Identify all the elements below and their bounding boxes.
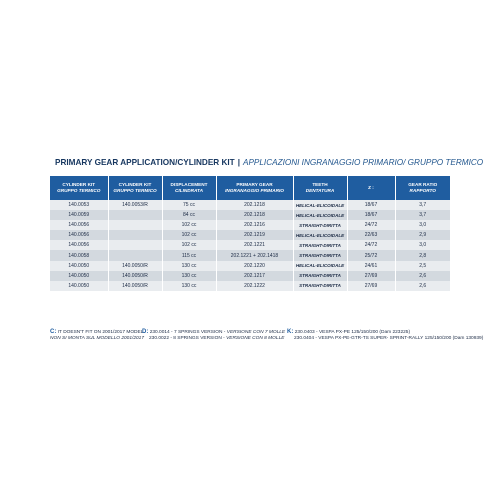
header-cylinder-kit-r: CYLINDER KIT GRUPPO TERMICO xyxy=(108,176,162,200)
cell-cylinder-kit: 140.0056 xyxy=(50,240,108,250)
note-d xyxy=(142,329,285,343)
cell-z: 18/67 xyxy=(347,210,395,220)
table-body xyxy=(50,200,450,291)
table-row xyxy=(50,230,450,240)
cell-gear-ratio: 2,9 xyxy=(395,230,450,240)
cell-displacement: 102 cc xyxy=(162,230,216,240)
note-d-line1a: 230.0014 - 7 SPRINGS VERSION - xyxy=(149,330,227,335)
cell-z: 25/72 xyxy=(347,250,395,260)
cell-z: 27/69 xyxy=(347,271,395,281)
header-gear-ratio: GEAR RATIO RAPPORTO xyxy=(395,176,450,200)
gear-application-table xyxy=(50,176,450,291)
cell-displacement: 102 cc xyxy=(162,220,216,230)
cell-teeth: HELICAL-ELICOIDALE xyxy=(293,210,347,220)
cell-primary-gear: 202.1218 xyxy=(216,210,293,220)
cell-gear-ratio: 2,6 xyxy=(395,271,450,281)
note-k xyxy=(287,329,483,343)
table-row xyxy=(50,220,450,230)
note-c-line2: NON SI MONTA SUL MODELLO 2001/2017 xyxy=(50,336,145,342)
cell-cylinder-kit-r: 140.0050/R xyxy=(108,281,162,291)
cell-z: 24/72 xyxy=(347,240,395,250)
cell-cylinder-kit: 140.0053 xyxy=(50,200,108,210)
cell-displacement: 75 cc xyxy=(162,200,216,210)
title-subtitle: APPLICAZIONI INGRANAGGIO PRIMARIO/ GRUPPO TERMICO xyxy=(242,157,484,167)
cell-displacement: 102 cc xyxy=(162,240,216,250)
table-row xyxy=(50,200,450,210)
cell-teeth: STRAIGHT-DIRITTA xyxy=(293,281,347,291)
table-row xyxy=(50,271,450,281)
cell-displacement: 130 cc xyxy=(162,261,216,271)
note-d-line1b: VERSIONE CON 7 MOLLE xyxy=(226,330,286,335)
cell-gear-ratio: 3,0 xyxy=(395,240,450,250)
cell-primary-gear: 202.1217 xyxy=(216,271,293,281)
table-row xyxy=(50,240,450,250)
cell-gear-ratio: 3,7 xyxy=(395,200,450,210)
note-k-key: K: xyxy=(287,329,294,335)
cell-cylinder-kit-r: 140.0050/R xyxy=(108,261,162,271)
cell-cylinder-kit-r xyxy=(108,210,162,220)
table-row xyxy=(50,261,450,271)
cell-cylinder-kit-r xyxy=(108,230,162,240)
cell-displacement: 115 cc xyxy=(162,250,216,260)
cell-teeth: STRAIGHT-DIRITTA xyxy=(293,271,347,281)
note-k-line2: 230.0404 - VESPA PX-PE-GTR-TS SUPER- SPRINT-RALLY 125/150/200 (Dam 130939) xyxy=(294,336,484,342)
cell-z: 27/69 xyxy=(347,281,395,291)
cell-gear-ratio: 2,8 xyxy=(395,250,450,260)
note-d-line2a: 230.0022 - 8 SPRINGS VERSION - xyxy=(149,336,227,342)
cell-cylinder-kit: 140.0056 xyxy=(50,220,108,230)
cell-gear-ratio: 2,5 xyxy=(395,261,450,271)
cell-displacement: 130 cc xyxy=(162,271,216,281)
cell-primary-gear: 202.1222 xyxy=(216,281,293,291)
cell-cylinder-kit-r: 140.0053/R xyxy=(108,200,162,210)
table-row xyxy=(50,281,450,291)
cell-primary-gear: 202.1216 xyxy=(216,220,293,230)
cell-cylinder-kit: 140.0058 xyxy=(50,250,108,260)
cell-primary-gear: 202.1221 + 202.1418 xyxy=(216,250,293,260)
header-primary-gear: PRIMARY GEAR INGRANAGGIO PRIMARIO xyxy=(216,176,293,200)
cell-teeth: STRAIGHT-DIRITTA xyxy=(293,220,347,230)
cell-gear-ratio: 3,0 xyxy=(395,220,450,230)
note-d-key: D: xyxy=(142,329,149,335)
cell-primary-gear: 202.1219 xyxy=(216,230,293,240)
header-z: Z : xyxy=(347,176,395,200)
cell-teeth: STRAIGHT-DIRITTA xyxy=(293,240,347,250)
cell-displacement: 130 cc xyxy=(162,281,216,291)
table-row xyxy=(50,250,450,260)
cell-cylinder-kit: 140.0059 xyxy=(50,210,108,220)
cell-primary-gear: 202.1220 xyxy=(216,261,293,271)
cell-gear-ratio: 2,6 xyxy=(395,281,450,291)
cell-z: 18/67 xyxy=(347,200,395,210)
cell-cylinder-kit: 140.0056 xyxy=(50,230,108,240)
cell-cylinder-kit-r xyxy=(108,250,162,260)
cell-primary-gear: 202.1221 xyxy=(216,240,293,250)
cell-cylinder-kit-r xyxy=(108,220,162,230)
page-title xyxy=(52,156,484,168)
note-d-line2b: VERSIONE CON 8 MOLLE xyxy=(226,336,285,342)
cell-z: 24/72 xyxy=(347,220,395,230)
cell-cylinder-kit: 140.0050 xyxy=(50,281,108,291)
cell-cylinder-kit-r: 140.0050/R xyxy=(108,271,162,281)
note-k-line1: 230.0403 - VESPA PX-PE 125/150/200 (Dam 223225) xyxy=(294,330,411,335)
cell-teeth: STRAIGHT-DIRITTA xyxy=(293,250,347,260)
cell-gear-ratio: 3,7 xyxy=(395,210,450,220)
table-header-row xyxy=(50,176,450,200)
cell-teeth: HELICAL-ELICOIDALE xyxy=(293,230,347,240)
cell-cylinder-kit: 140.0050 xyxy=(50,261,108,271)
cell-cylinder-kit: 140.0050 xyxy=(50,271,108,281)
cell-displacement: 84 cc xyxy=(162,210,216,220)
header-teeth: TEETH DENTATURA xyxy=(293,176,347,200)
note-c-key: C: xyxy=(50,329,57,335)
cell-teeth: HELICAL-ELICOIDALE xyxy=(293,200,347,210)
title-main: PRIMARY GEAR APPLICATION/CYLINDER KIT xyxy=(55,157,235,167)
header-cylinder-kit: CYLINDER KIT GRUPPO TERMICO xyxy=(50,176,108,200)
cell-z: 24/61 xyxy=(347,261,395,271)
title-separator: | xyxy=(237,157,240,167)
table-row xyxy=(50,210,450,220)
cell-z: 22/63 xyxy=(347,230,395,240)
note-c xyxy=(50,329,144,343)
cell-primary-gear: 202.1218 xyxy=(216,200,293,210)
header-displacement: DISPLACEMENT CILINDRATA xyxy=(162,176,216,200)
cell-cylinder-kit-r xyxy=(108,240,162,250)
note-c-line1: IT DOESN'T FIT ON 2001/2017 MODEL xyxy=(57,330,144,335)
cell-teeth: HELICAL-ELICOIDALE xyxy=(293,261,347,271)
